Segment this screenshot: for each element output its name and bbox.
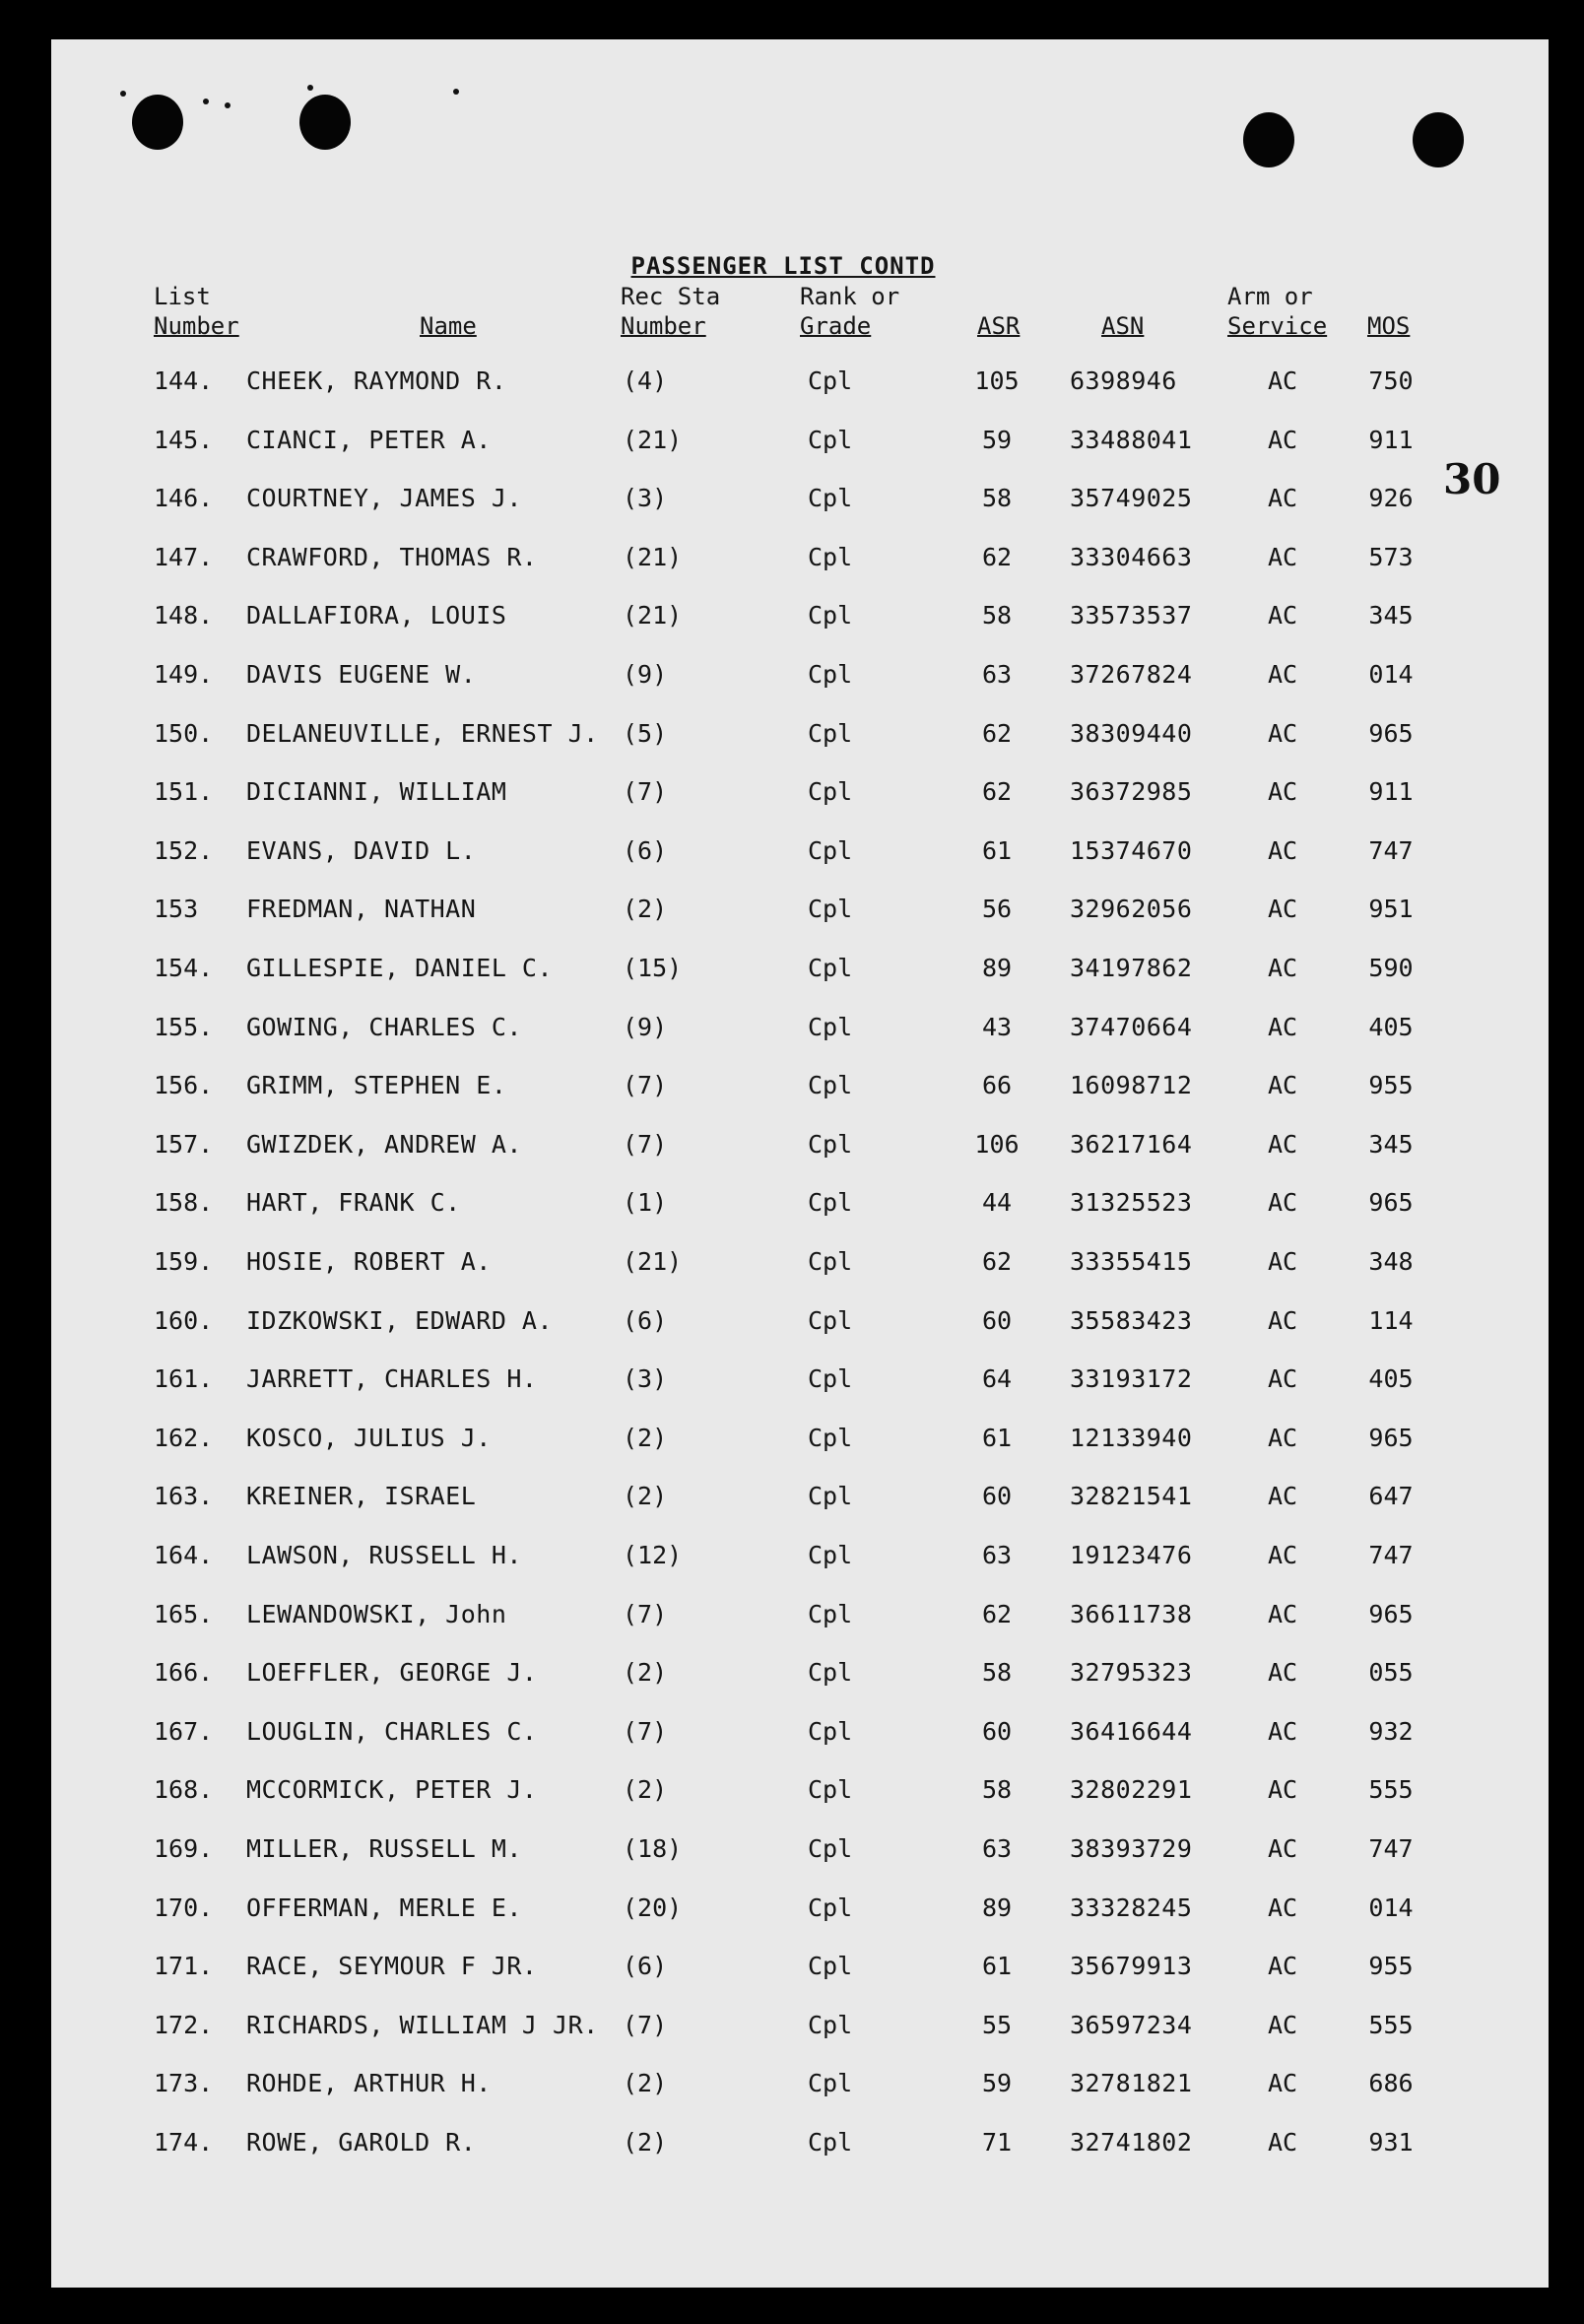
rec-sta-cell: (21) — [623, 426, 683, 454]
list-number-cell: 168. — [154, 1775, 214, 1804]
list-number-cell: 157. — [154, 1130, 214, 1159]
mos-cell: 955 — [1368, 1071, 1414, 1099]
asr-cell: 71 — [981, 2128, 1013, 2157]
rank-cell: Cpl — [808, 1541, 853, 1569]
mos-cell: 965 — [1368, 1600, 1414, 1628]
rank-cell: Cpl — [808, 1188, 853, 1217]
asr-cell: 61 — [981, 1952, 1013, 1980]
document-title: PASSENGER LIST CONTD — [630, 252, 936, 280]
asr-cell: 58 — [981, 484, 1013, 512]
mos-cell: 750 — [1368, 366, 1414, 395]
rank-cell: Cpl — [808, 1247, 853, 1276]
asn-cell: 32821541 — [1070, 1482, 1193, 1510]
punch-hole — [132, 95, 183, 150]
asr-cell: 63 — [981, 660, 1013, 689]
rec-sta-cell: (9) — [623, 660, 668, 689]
rank-cell: Cpl — [808, 836, 853, 865]
name-cell: GILLESPIE, DANIEL C. — [246, 954, 554, 982]
asn-cell: 32795323 — [1070, 1658, 1193, 1687]
arm-service-cell: AC — [1267, 1013, 1298, 1041]
mos-cell: 965 — [1368, 719, 1414, 748]
asn-cell: 31325523 — [1070, 1188, 1193, 1217]
list-number-cell: 174. — [154, 2128, 214, 2157]
rank-cell: Cpl — [808, 1013, 853, 1041]
name-cell: CHEEK, RAYMOND R. — [246, 366, 507, 395]
name-cell: GWIZDEK, ANDREW A. — [246, 1130, 522, 1159]
rec-sta-cell: (5) — [623, 719, 668, 748]
mos-cell: 911 — [1368, 426, 1414, 454]
list-number-cell: 172. — [154, 2011, 214, 2039]
name-cell: DELANEUVILLE, ERNEST J. — [246, 719, 599, 748]
list-number-cell: 161. — [154, 1364, 214, 1393]
rec-sta-cell: (15) — [623, 954, 683, 982]
asr-cell: 89 — [981, 1893, 1013, 1922]
name-cell: COURTNEY, JAMES J. — [246, 484, 522, 512]
rank-cell: Cpl — [808, 366, 853, 395]
asn-cell: 35679913 — [1070, 1952, 1193, 1980]
arm-service-cell: AC — [1267, 1482, 1298, 1510]
asr-cell: 58 — [981, 1775, 1013, 1804]
asr-cell: 62 — [981, 543, 1013, 571]
name-cell: HART, FRANK C. — [246, 1188, 461, 1217]
name-cell: IDZKOWSKI, EDWARD A. — [246, 1306, 554, 1335]
name-cell: ROHDE, ARTHUR H. — [246, 2069, 492, 2097]
asr-cell: 66 — [981, 1071, 1013, 1099]
name-cell: LAWSON, RUSSELL H. — [246, 1541, 522, 1569]
paper-speck — [453, 89, 459, 95]
asn-cell: 16098712 — [1070, 1071, 1193, 1099]
asr-cell: 55 — [981, 2011, 1013, 2039]
header-asn: ASN — [1101, 312, 1145, 340]
asn-cell: 15374670 — [1070, 836, 1193, 865]
list-number-cell: 151. — [154, 777, 214, 806]
asr-cell: 58 — [981, 1658, 1013, 1687]
list-number-cell: 169. — [154, 1834, 214, 1863]
asr-cell: 60 — [981, 1306, 1013, 1335]
mos-cell: 965 — [1368, 1424, 1414, 1452]
asn-cell: 33573537 — [1070, 601, 1193, 630]
arm-service-cell: AC — [1267, 2069, 1298, 2097]
arm-service-cell: AC — [1267, 1424, 1298, 1452]
arm-service-cell: AC — [1267, 366, 1298, 395]
arm-service-cell: AC — [1267, 1071, 1298, 1099]
arm-service-cell: AC — [1267, 1130, 1298, 1159]
asr-cell: 44 — [981, 1188, 1013, 1217]
rec-sta-cell: (9) — [623, 1013, 668, 1041]
asr-cell: 58 — [981, 601, 1013, 630]
list-number-cell: 152. — [154, 836, 214, 865]
rec-sta-cell: (3) — [623, 484, 668, 512]
asr-cell: 56 — [981, 895, 1013, 923]
asn-cell: 12133940 — [1070, 1424, 1193, 1452]
asr-cell: 60 — [981, 1482, 1013, 1510]
header-mos: MOS — [1367, 312, 1411, 340]
header-name: Name — [420, 312, 477, 340]
arm-service-cell: AC — [1267, 2128, 1298, 2157]
rec-sta-cell: (2) — [623, 1424, 668, 1452]
list-number-cell: 160. — [154, 1306, 214, 1335]
rank-cell: Cpl — [808, 484, 853, 512]
list-number-cell: 162. — [154, 1424, 214, 1452]
asn-cell: 37267824 — [1070, 660, 1193, 689]
asr-cell: 62 — [981, 1600, 1013, 1628]
rank-cell: Cpl — [808, 1775, 853, 1804]
punch-hole — [1243, 112, 1294, 167]
list-number-cell: 145. — [154, 426, 214, 454]
asr-cell: 64 — [981, 1364, 1013, 1393]
arm-service-cell: AC — [1267, 895, 1298, 923]
rank-cell: Cpl — [808, 2011, 853, 2039]
list-number-cell: 167. — [154, 1717, 214, 1746]
asr-cell: 59 — [981, 2069, 1013, 2097]
rec-sta-cell: (2) — [623, 2128, 668, 2157]
mos-cell: 951 — [1368, 895, 1414, 923]
list-number-cell: 165. — [154, 1600, 214, 1628]
arm-service-cell: AC — [1267, 836, 1298, 865]
name-cell: HOSIE, ROBERT A. — [246, 1247, 492, 1276]
rank-cell: Cpl — [808, 426, 853, 454]
rank-cell: Cpl — [808, 1130, 853, 1159]
mos-cell: 405 — [1368, 1364, 1414, 1393]
list-number-cell: 154. — [154, 954, 214, 982]
rec-sta-cell: (21) — [623, 1247, 683, 1276]
mos-cell: 932 — [1368, 1717, 1414, 1746]
rank-cell: Cpl — [808, 1893, 853, 1922]
rank-cell: Cpl — [808, 1658, 853, 1687]
document-page — [51, 39, 1549, 2288]
arm-service-cell: AC — [1267, 1247, 1298, 1276]
name-cell: MCCORMICK, PETER J. — [246, 1775, 538, 1804]
rank-cell: Cpl — [808, 1424, 853, 1452]
arm-service-cell: AC — [1267, 719, 1298, 748]
rank-cell: Cpl — [808, 1071, 853, 1099]
list-number-cell: 171. — [154, 1952, 214, 1980]
name-cell: EVANS, DAVID L. — [246, 836, 477, 865]
asr-cell: 63 — [981, 1541, 1013, 1569]
name-cell: LEWANDOWSKI, John — [246, 1600, 507, 1628]
mos-cell: 686 — [1368, 2069, 1414, 2097]
rec-sta-cell: (3) — [623, 1364, 668, 1393]
mos-cell: 647 — [1368, 1482, 1414, 1510]
name-cell: ROWE, GAROLD R. — [246, 2128, 477, 2157]
asr-cell: 105 — [974, 366, 1020, 395]
header-arm-service: Arm or Service — [1227, 283, 1328, 340]
rec-sta-cell: (21) — [623, 601, 683, 630]
asr-cell: 60 — [981, 1717, 1013, 1746]
rec-sta-cell: (2) — [623, 895, 668, 923]
list-number-cell: 150. — [154, 719, 214, 748]
header-list-number: List Number — [154, 283, 239, 340]
arm-service-cell: AC — [1267, 1600, 1298, 1628]
arm-service-cell: AC — [1267, 1893, 1298, 1922]
name-cell: LOEFFLER, GEORGE J. — [246, 1658, 538, 1687]
list-number-cell: 146. — [154, 484, 214, 512]
arm-service-cell: AC — [1267, 1306, 1298, 1335]
arm-service-cell: AC — [1267, 1775, 1298, 1804]
asn-cell: 33304663 — [1070, 543, 1193, 571]
list-number-cell: 155. — [154, 1013, 214, 1041]
asn-cell: 36597234 — [1070, 2011, 1193, 2039]
header-rank: Rank or Grade — [800, 283, 900, 340]
name-cell: CIANCI, PETER A. — [246, 426, 492, 454]
rec-sta-cell: (2) — [623, 1658, 668, 1687]
punch-hole — [1413, 112, 1464, 167]
mos-cell: 747 — [1368, 836, 1414, 865]
rank-cell: Cpl — [808, 543, 853, 571]
rank-cell: Cpl — [808, 954, 853, 982]
asn-cell: 32741802 — [1070, 2128, 1193, 2157]
punch-hole — [299, 95, 351, 150]
name-cell: JARRETT, CHARLES H. — [246, 1364, 538, 1393]
name-cell: GOWING, CHARLES C. — [246, 1013, 522, 1041]
asn-cell: 33328245 — [1070, 1893, 1193, 1922]
arm-service-cell: AC — [1267, 1717, 1298, 1746]
mos-cell: 014 — [1368, 660, 1414, 689]
list-number-cell: 164. — [154, 1541, 214, 1569]
name-cell: FREDMAN, NATHAN — [246, 895, 477, 923]
mos-cell: 114 — [1368, 1306, 1414, 1335]
mos-cell: 055 — [1368, 1658, 1414, 1687]
asr-cell: 43 — [981, 1013, 1013, 1041]
list-number-cell: 153 — [154, 895, 199, 923]
list-number-cell: 158. — [154, 1188, 214, 1217]
name-cell: DALLAFIORA, LOUIS — [246, 601, 507, 630]
asn-cell: 6398946 — [1070, 366, 1177, 395]
name-cell: OFFERMAN, MERLE E. — [246, 1893, 522, 1922]
mos-cell: 555 — [1368, 2011, 1414, 2039]
rank-cell: Cpl — [808, 601, 853, 630]
asr-cell: 61 — [981, 1424, 1013, 1452]
asn-cell: 35583423 — [1070, 1306, 1193, 1335]
arm-service-cell: AC — [1267, 1658, 1298, 1687]
asr-cell: 62 — [981, 719, 1013, 748]
list-number-cell: 149. — [154, 660, 214, 689]
arm-service-cell: AC — [1267, 660, 1298, 689]
rank-cell: Cpl — [808, 719, 853, 748]
rec-sta-cell: (7) — [623, 1130, 668, 1159]
list-number-cell: 166. — [154, 1658, 214, 1687]
paper-speck — [225, 102, 231, 108]
mos-cell: 014 — [1368, 1893, 1414, 1922]
rank-cell: Cpl — [808, 1306, 853, 1335]
mos-cell: 405 — [1368, 1013, 1414, 1041]
rec-sta-cell: (6) — [623, 1952, 668, 1980]
rec-sta-cell: (18) — [623, 1834, 683, 1863]
name-cell: MILLER, RUSSELL M. — [246, 1834, 522, 1863]
rank-cell: Cpl — [808, 1717, 853, 1746]
paper-speck — [203, 99, 209, 104]
mos-cell: 345 — [1368, 601, 1414, 630]
paper-speck — [120, 91, 126, 97]
asn-cell: 35749025 — [1070, 484, 1193, 512]
rec-sta-cell: (1) — [623, 1188, 668, 1217]
rec-sta-cell: (7) — [623, 1071, 668, 1099]
arm-service-cell: AC — [1267, 1364, 1298, 1393]
asn-cell: 33193172 — [1070, 1364, 1193, 1393]
rec-sta-cell: (6) — [623, 1306, 668, 1335]
rec-sta-cell: (2) — [623, 1775, 668, 1804]
arm-service-cell: AC — [1267, 777, 1298, 806]
rank-cell: Cpl — [808, 1600, 853, 1628]
mos-cell: 955 — [1368, 1952, 1414, 1980]
arm-service-cell: AC — [1267, 1541, 1298, 1569]
asr-cell: 89 — [981, 954, 1013, 982]
list-number-cell: 147. — [154, 543, 214, 571]
list-number-cell: 163. — [154, 1482, 214, 1510]
rank-cell: Cpl — [808, 1834, 853, 1863]
rank-cell: Cpl — [808, 777, 853, 806]
asr-cell: 61 — [981, 836, 1013, 865]
asn-cell: 36416644 — [1070, 1717, 1193, 1746]
mos-cell: 926 — [1368, 484, 1414, 512]
asn-cell: 34197862 — [1070, 954, 1193, 982]
name-cell: CRAWFORD, THOMAS R. — [246, 543, 538, 571]
asn-cell: 32781821 — [1070, 2069, 1193, 2097]
name-cell: RACE, SEYMOUR F JR. — [246, 1952, 538, 1980]
paper-speck — [307, 85, 313, 91]
mos-cell: 965 — [1368, 1188, 1414, 1217]
rec-sta-cell: (20) — [623, 1893, 683, 1922]
name-cell: RICHARDS, WILLIAM J JR. — [246, 2011, 599, 2039]
asn-cell: 36372985 — [1070, 777, 1193, 806]
rank-cell: Cpl — [808, 2128, 853, 2157]
arm-service-cell: AC — [1267, 1952, 1298, 1980]
list-number-cell: 173. — [154, 2069, 214, 2097]
mos-cell: 931 — [1368, 2128, 1414, 2157]
rec-sta-cell: (2) — [623, 2069, 668, 2097]
asn-cell: 36217164 — [1070, 1130, 1193, 1159]
list-number-cell: 156. — [154, 1071, 214, 1099]
arm-service-cell: AC — [1267, 543, 1298, 571]
mos-cell: 348 — [1368, 1247, 1414, 1276]
mos-cell: 747 — [1368, 1541, 1414, 1569]
arm-service-cell: AC — [1267, 426, 1298, 454]
rec-sta-cell: (7) — [623, 1717, 668, 1746]
arm-service-cell: AC — [1267, 601, 1298, 630]
asn-cell: 36611738 — [1070, 1600, 1193, 1628]
rank-cell: Cpl — [808, 2069, 853, 2097]
rank-cell: Cpl — [808, 1364, 853, 1393]
rank-cell: Cpl — [808, 1952, 853, 1980]
page-number: 30 — [1443, 455, 1501, 503]
arm-service-cell: AC — [1267, 2011, 1298, 2039]
name-cell: KOSCO, JULIUS J. — [246, 1424, 492, 1452]
rec-sta-cell: (21) — [623, 543, 683, 571]
list-number-cell: 148. — [154, 601, 214, 630]
rec-sta-cell: (6) — [623, 836, 668, 865]
header-asr: ASR — [977, 312, 1021, 340]
name-cell: DICIANNI, WILLIAM — [246, 777, 507, 806]
header-rec-sta: Rec Sta Number — [621, 283, 721, 340]
asr-cell: 62 — [981, 1247, 1013, 1276]
asr-cell: 62 — [981, 777, 1013, 806]
rec-sta-cell: (4) — [623, 366, 668, 395]
asn-cell: 38393729 — [1070, 1834, 1193, 1863]
rec-sta-cell: (7) — [623, 2011, 668, 2039]
name-cell: LOUGLIN, CHARLES C. — [246, 1717, 538, 1746]
mos-cell: 911 — [1368, 777, 1414, 806]
arm-service-cell: AC — [1267, 1834, 1298, 1863]
rec-sta-cell: (7) — [623, 1600, 668, 1628]
name-cell: KREINER, ISRAEL — [246, 1482, 477, 1510]
rec-sta-cell: (12) — [623, 1541, 683, 1569]
list-number-cell: 159. — [154, 1247, 214, 1276]
asr-cell: 106 — [974, 1130, 1020, 1159]
list-number-cell: 170. — [154, 1893, 214, 1922]
asn-cell: 19123476 — [1070, 1541, 1193, 1569]
rank-cell: Cpl — [808, 1482, 853, 1510]
mos-cell: 747 — [1368, 1834, 1414, 1863]
asn-cell: 33355415 — [1070, 1247, 1193, 1276]
name-cell: DAVIS EUGENE W. — [246, 660, 477, 689]
mos-cell: 573 — [1368, 543, 1414, 571]
asr-cell: 59 — [981, 426, 1013, 454]
asr-cell: 63 — [981, 1834, 1013, 1863]
asn-cell: 32802291 — [1070, 1775, 1193, 1804]
rank-cell: Cpl — [808, 660, 853, 689]
rec-sta-cell: (7) — [623, 777, 668, 806]
mos-cell: 345 — [1368, 1130, 1414, 1159]
mos-cell: 555 — [1368, 1775, 1414, 1804]
arm-service-cell: AC — [1267, 954, 1298, 982]
mos-cell: 590 — [1368, 954, 1414, 982]
list-number-cell: 144. — [154, 366, 214, 395]
rank-cell: Cpl — [808, 895, 853, 923]
asn-cell: 38309440 — [1070, 719, 1193, 748]
arm-service-cell: AC — [1267, 1188, 1298, 1217]
rec-sta-cell: (2) — [623, 1482, 668, 1510]
name-cell: GRIMM, STEPHEN E. — [246, 1071, 507, 1099]
asn-cell: 37470664 — [1070, 1013, 1193, 1041]
asn-cell: 32962056 — [1070, 895, 1193, 923]
arm-service-cell: AC — [1267, 484, 1298, 512]
asn-cell: 33488041 — [1070, 426, 1193, 454]
